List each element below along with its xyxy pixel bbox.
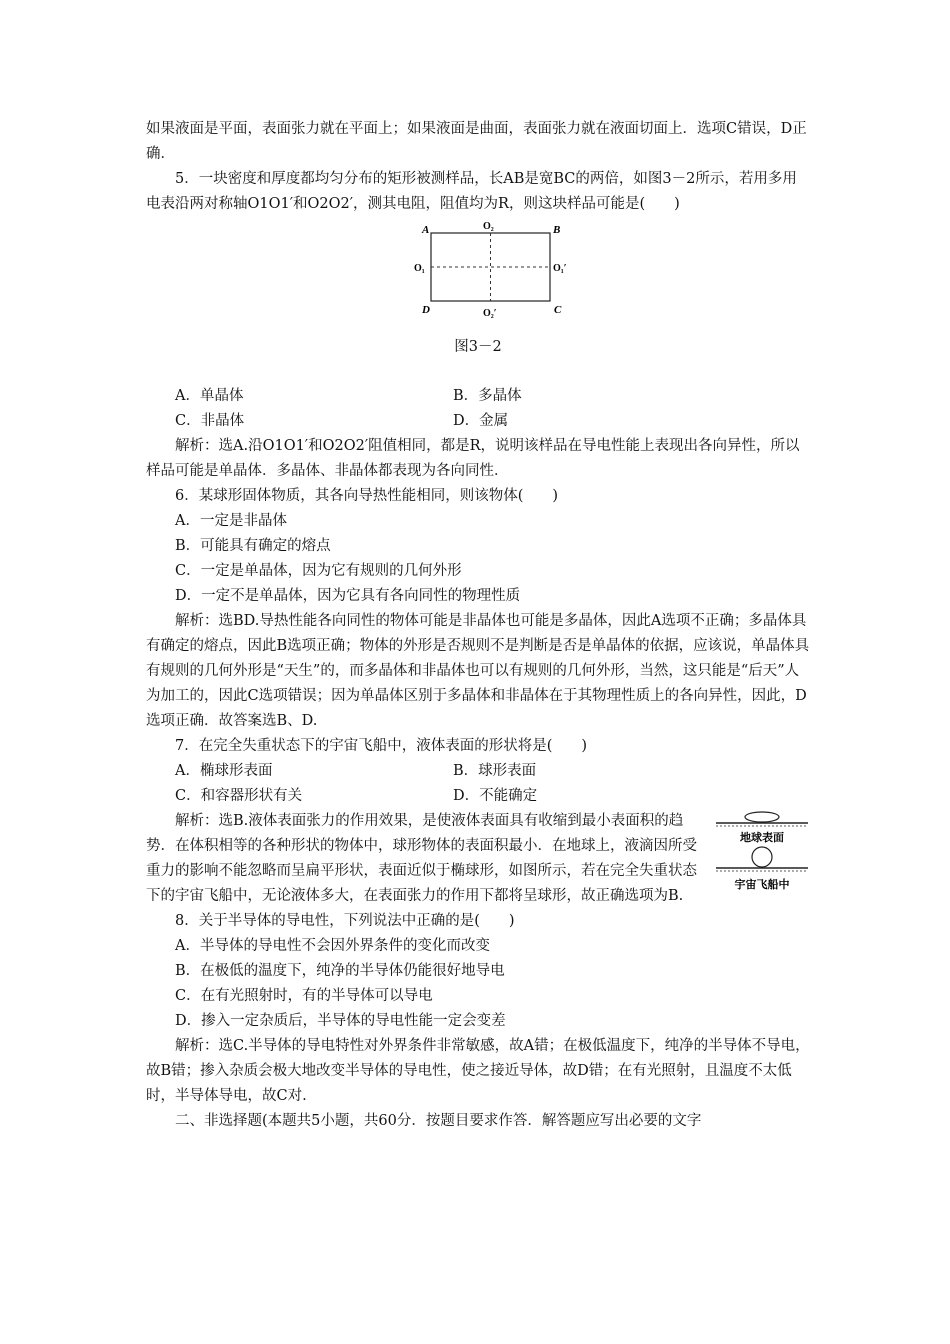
q7-analysis: 解析：选B.液体表面张力的作用效果，是使液体表面具有收缩到最小表面积的趋势．在体积相等的各种形状的物体中，球形物体的表面积最小．在地球上，液滴因所受重力的影响不能忽略而呈扁平形状，表面近似于椭球形，如图所示，若在完全失重状态下的宇宙飞船中，无论液体多大，在表面张力的作用下都将呈球形，故正确选项为B. — [146, 813, 697, 904]
figure-caption: 图3－2 — [454, 339, 502, 355]
q6-option-c: C．一定是单晶体，因为它有规则的几何外形 — [175, 563, 462, 579]
label-o1-prime: O₁′ — [553, 263, 567, 274]
continued-paragraph: 如果液面是平面，表面张力就在平面上；如果液面是曲面，表面张力就在液面切面上．选项C错误，D正确． — [146, 121, 807, 162]
q7-options-row-2 — [146, 784, 810, 809]
spherical-drop-shape — [752, 847, 772, 867]
label-o2-prime: O₂′ — [483, 308, 497, 319]
earth-surface-label: 地球表面 — [740, 831, 784, 844]
label-o2: O₂ — [483, 221, 494, 232]
q7-option-b: B．球形表面 — [453, 763, 537, 779]
label-d: D — [422, 304, 430, 316]
q5-stem: 5．一块密度和厚度都均匀分布的矩形被测样品，长AB是宽BC的两倍，如图3－2所示，若用多用电表沿两对称轴O1O1′和O2O2′，测其电阻，阻值均为R，则这块样品可能是( ) — [146, 171, 797, 212]
q6-option-d: D．一定不是单晶体，因为它具有各向同性的物理性质 — [175, 588, 521, 604]
q7-analysis-block — [146, 809, 810, 909]
q5-figure — [146, 217, 810, 335]
q6-option-a: A．一定是非晶体 — [175, 513, 287, 529]
q8-option-c: C．在有光照射时，有的半导体可以导电 — [175, 988, 433, 1004]
liquid-drop-diagram — [714, 809, 810, 899]
sample-rectangle — [431, 233, 550, 301]
q5-option-a: A．单晶体 — [175, 388, 244, 404]
q5-options-row-1 — [146, 384, 810, 409]
flat-drop-shape — [745, 812, 779, 822]
section-2-heading: 二、非选择题(本题共5小题，共60分．按题目要求作答．解答题应写出必要的文字 — [175, 1113, 702, 1129]
label-c: C — [554, 304, 562, 316]
spaceship-label: 宇宙飞船中 — [734, 878, 790, 891]
q5-option-d: D．金属 — [453, 413, 509, 429]
q8-stem: 8．关于半导体的导电性，下列说法中正确的是( ) — [175, 913, 515, 929]
q8-option-a: A．半导体的导电性不会因外界条件的变化而改变 — [175, 938, 490, 954]
rectangle-sample-diagram — [410, 219, 570, 319]
q7-stem: 7．在完全失重状态下的宇宙飞船中，液体表面的形状将是( ) — [175, 738, 588, 754]
q6-analysis: 解析：选BD.导热性能各向同性的物体可能是非晶体也可能是多晶体，因此A选项不正确；多晶体具有确定的熔点，因此B选项正确；物体的外形是否规则不是判断是否是单晶体的依据，应该说，单晶体具有规则的几何外形是“天生”的，而多晶体和非晶体也可以有规则的几何外形，当然，这只能是“后天”人为加工的，因此C选项错误；因为单晶体区别于多晶体和非晶体在于其物理性质上的各向异性，因此，D选项正确．故答案选B、D. — [146, 613, 810, 729]
label-o1: O₁ — [414, 263, 425, 274]
q8-option-d: D．掺入一定杂质后，半导体的导电性能一定会变差 — [175, 1013, 506, 1029]
q8-analysis: 解析：选C.半导体的导电特性对外界条件非常敏感，故A错；在极低温度下，纯净的半导体不导电，故B错；掺入杂质会极大地改变半导体的导电性，使之接近导体，故D错；在有光照射，且温度不太低时，半导体导电，故C对. — [146, 1038, 810, 1104]
q6-stem: 6．某球形固体物质，其各向导热性能相同，则该物体( ) — [175, 488, 559, 504]
q6-option-b: B．可能具有确定的熔点 — [175, 538, 331, 554]
q5-analysis: 解析：选A.沿O1O1′和O2O2′阻值相同，都是R，说明该样品在导电性能上表现出各向异性，所以样品可能是单晶体．多晶体、非晶体都表现为各向同性． — [146, 438, 800, 479]
label-b: B — [553, 224, 561, 236]
q7-option-a: A．椭球形表面 — [175, 763, 273, 779]
q7-options-row-1 — [146, 759, 810, 784]
q8-option-b: B．在极低的温度下，纯净的半导体仍能很好地导电 — [175, 963, 505, 979]
q5-options-row-2 — [146, 409, 810, 434]
document-page — [146, 117, 810, 1134]
q5-option-c: C．非晶体 — [175, 413, 245, 429]
q5-option-b: B．多晶体 — [453, 388, 522, 404]
label-a: A — [422, 224, 430, 236]
q7-option-c: C．和容器形状有关 — [175, 788, 303, 804]
q7-option-d: D．不能确定 — [453, 788, 538, 804]
